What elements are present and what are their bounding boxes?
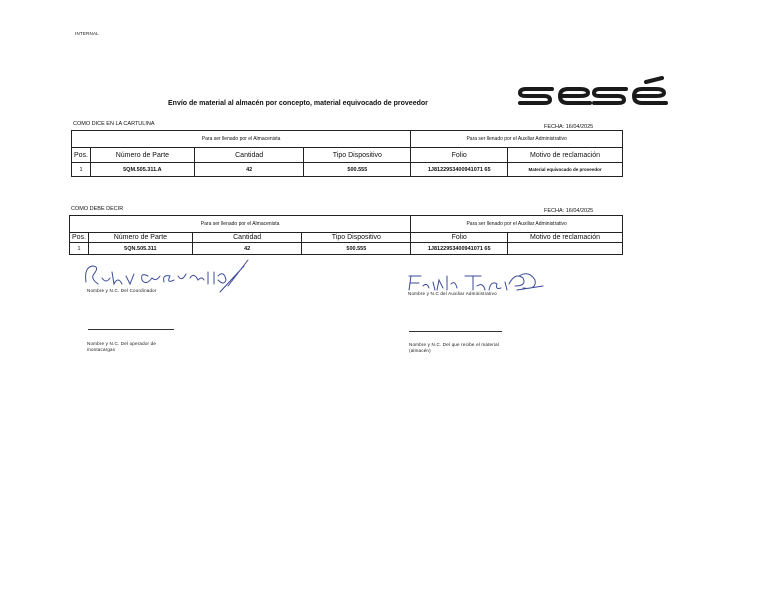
section1-table — [71, 130, 623, 177]
auxiliar-label: Nombre y N.C del Auxiliar Administrativo — [408, 291, 497, 296]
section1-label: COMO DICE EN LA CARTULINA — [73, 121, 155, 127]
coordinador-label: Nombre y N.C. Del Coordinador — [87, 288, 157, 293]
cell-motivo — [508, 243, 623, 255]
section2-header-auxiliar: Para ser llenado por el Auxiliar Administrativo — [411, 216, 623, 233]
section2-date: FECHA: 16/04/2025 — [544, 208, 594, 214]
cell-tipo-dispositivo: 500.555 — [304, 163, 411, 177]
almacen-signature-line — [409, 331, 502, 332]
col-motivo: Motivo de reclamación — [508, 148, 623, 163]
cell-numero-parte: 5QM.505.311.A — [90, 163, 194, 177]
cell-tipo-dispositivo: 500.555 — [302, 243, 411, 255]
col-folio: Folio — [411, 148, 508, 163]
document-title: Envío de material al almacén por concepto, material equivocado de proveedor — [168, 100, 428, 107]
cell-pos: 1 — [70, 243, 89, 255]
cell-cantidad: 42 — [194, 163, 304, 177]
sese-logo — [516, 75, 671, 109]
col-numero-parte: Número de Parte — [88, 233, 192, 243]
cell-pos: 1 — [72, 163, 91, 177]
cell-cantidad: 42 — [192, 243, 302, 255]
col-cantidad: Cantidad — [194, 148, 304, 163]
col-tipo-dispositivo: Tipo Dispositivo — [302, 233, 411, 243]
cell-folio: 1J8122953400941071 65 — [411, 163, 508, 177]
col-tipo-dispositivo: Tipo Dispositivo — [304, 148, 411, 163]
cell-numero-parte: 5QN.505.311 — [88, 243, 192, 255]
col-folio: Folio — [411, 233, 508, 243]
operador-signature-line — [88, 329, 174, 330]
col-motivo: Motivo de reclamación — [508, 233, 623, 243]
classification-label: INTERNAL — [75, 31, 99, 36]
col-numero-parte: Número de Parte — [90, 148, 194, 163]
col-cantidad: Cantidad — [192, 233, 302, 243]
section2-label: COMO DEBE DECIR — [71, 206, 124, 212]
section1-header-almacenista: Para ser llenado por el Almacenista — [72, 131, 411, 148]
col-pos: Pos. — [70, 233, 89, 243]
almacen-label: Nombre y N.C. Del que recibe el material (almacén) — [409, 342, 500, 353]
section2-header-almacenista: Para ser llenado por el Almacenista — [70, 216, 411, 233]
section1-header-auxiliar: Para ser llenado por el Auxiliar Administrativo — [411, 131, 623, 148]
section2-table — [69, 215, 623, 255]
operador-label: Nombre y N.C. Del operador de montacargas — [87, 341, 157, 352]
col-pos: Pos. — [72, 148, 91, 163]
cell-motivo: Material equivocado de proveedor — [508, 163, 623, 177]
cell-folio: 1J8122953400941071 65 — [411, 243, 508, 255]
section1-date: FECHA: 16/04/2025 — [544, 124, 594, 130]
